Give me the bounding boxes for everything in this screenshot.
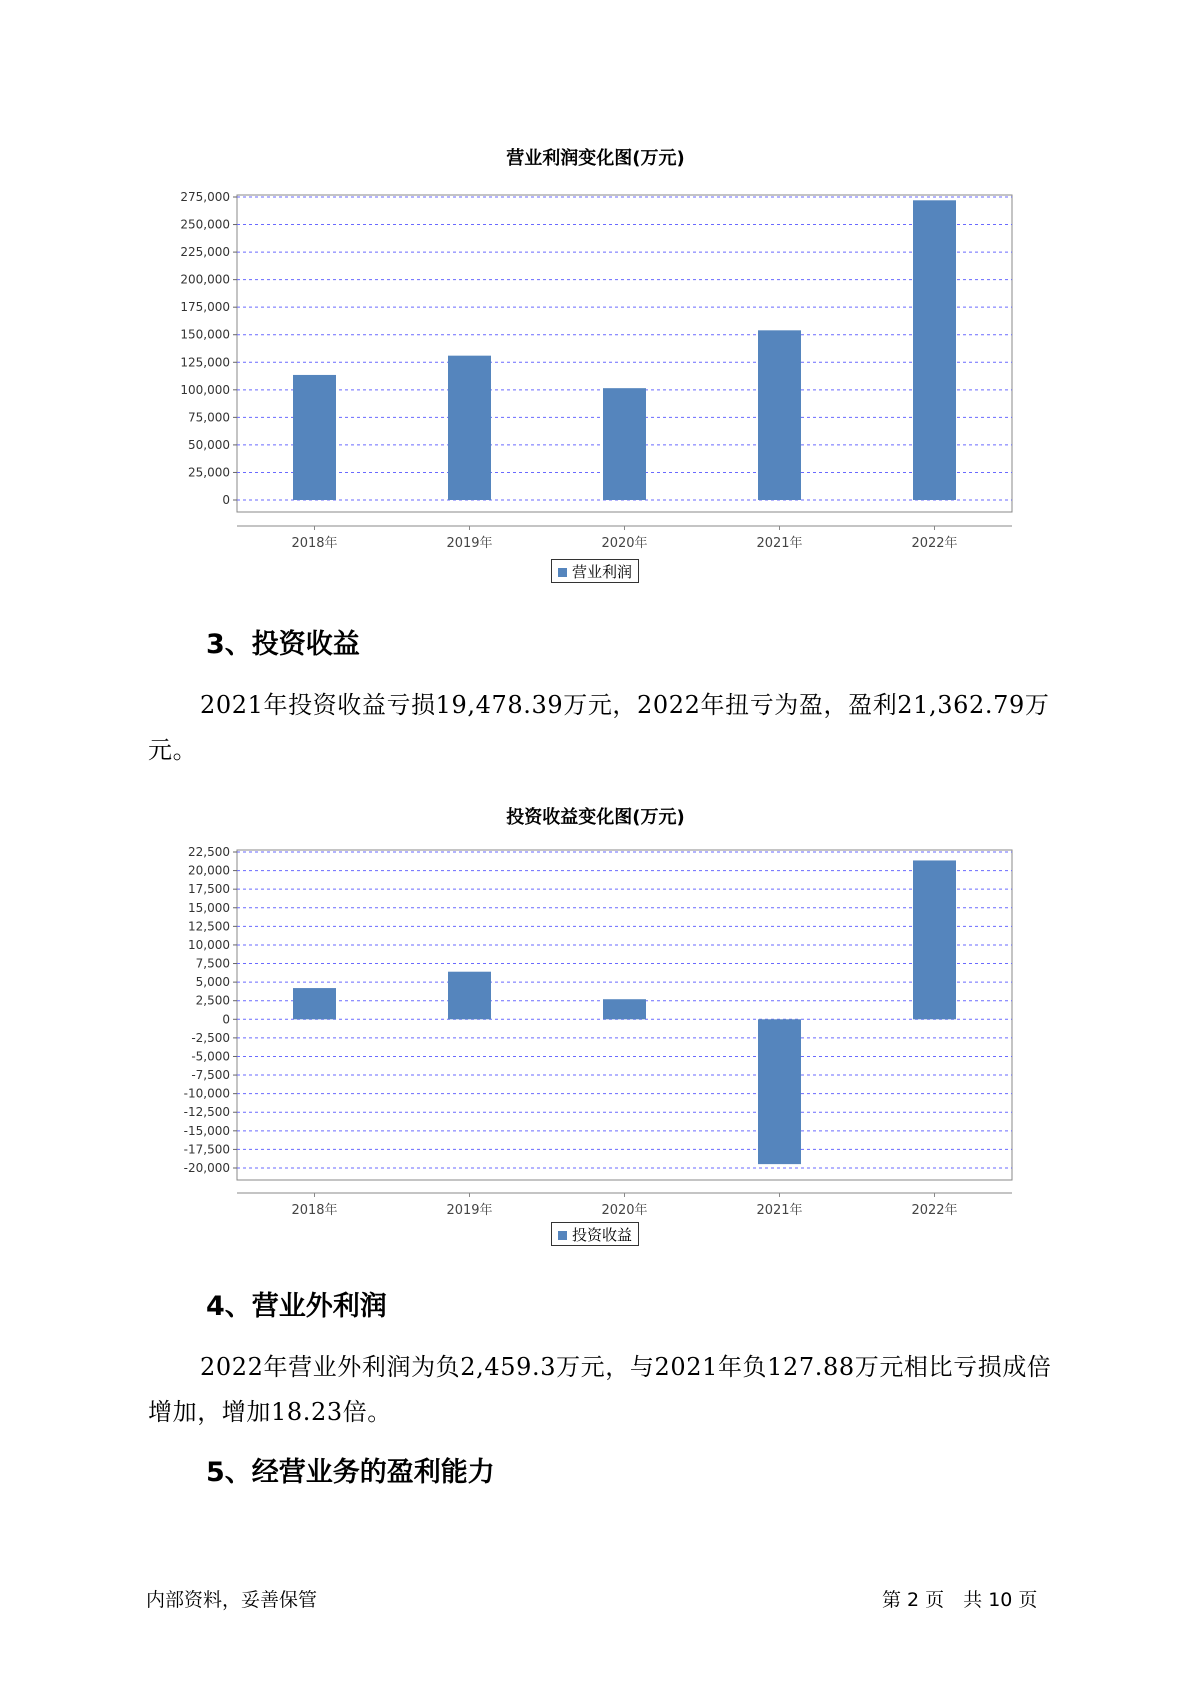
x-tick-label: 2019年: [446, 1203, 493, 1218]
section-heading-investment-income: 3、投资收益: [206, 629, 360, 660]
legend-swatch: [558, 568, 567, 577]
y-tick-label: 0: [222, 493, 230, 507]
bar-2022年: [913, 200, 956, 500]
y-tick-label: 5,000: [195, 975, 230, 990]
y-tick-label: 100,000: [180, 382, 230, 397]
y-tick-label: 20,000: [188, 863, 230, 878]
y-tick-label: -12,500: [183, 1105, 230, 1120]
bar-2018年: [293, 375, 336, 500]
y-tick-label: 225,000: [180, 245, 230, 260]
x-tick-label: 2022年: [911, 1203, 958, 1218]
x-tick-label: 2022年: [911, 536, 958, 551]
investment-income-chart: [0, 830, 1191, 1218]
bar-2019年: [448, 356, 491, 500]
y-tick-label: -10,000: [183, 1086, 230, 1101]
y-tick-label: -5,000: [191, 1049, 230, 1064]
legend-label: 营业利润: [572, 563, 633, 581]
x-tick-label: 2020年: [601, 1203, 648, 1218]
operating-profit-chart: [0, 170, 1191, 551]
y-tick-label: 2,500: [195, 993, 230, 1008]
y-tick-label: 0: [222, 1012, 230, 1027]
y-tick-label: 175,000: [180, 300, 230, 315]
legend-operating-profit: [551, 559, 639, 583]
y-tick-label: 25,000: [188, 465, 230, 480]
bar-2020年: [603, 388, 646, 500]
y-tick-label: 200,000: [180, 272, 230, 287]
y-tick-label: 22,500: [188, 845, 230, 859]
y-tick-label: -17,500: [183, 1142, 230, 1157]
x-tick-label: 2021年: [756, 1203, 803, 1218]
footer-confidential: 内部资料，妥善保管: [146, 1589, 318, 1611]
x-tick-label: 2021年: [756, 536, 803, 551]
bar-2020年: [603, 999, 646, 1019]
y-tick-label: 15,000: [188, 900, 230, 915]
bar-2018年: [293, 988, 336, 1019]
chart-title-investment-income: 投资收益变化图(万元): [506, 807, 685, 828]
bar-2022年: [913, 860, 956, 1019]
paragraph-investment-income: 2021年投资收益亏损19,478.39万元，2022年扭亏为盈，盈利21,362.79万元。: [148, 691, 1050, 764]
section-heading-non-operating-profit: 4、营业外利润: [206, 1291, 387, 1322]
y-tick-label: -15,000: [183, 1123, 230, 1138]
y-tick-label: 7,500: [195, 956, 230, 971]
y-tick-label: 125,000: [180, 355, 230, 370]
x-tick-label: 2019年: [446, 536, 493, 551]
paragraph-non-operating-profit: 2022年营业外利润为负2,459.3万元，与2021年负127.88万元相比亏损成倍增加，增加18.23倍。: [148, 1353, 1052, 1426]
footer-page-number: 第 2 页 共 10 页: [882, 1589, 1038, 1611]
y-tick-label: 250,000: [180, 217, 230, 232]
chart-title-operating-profit: 营业利润变化图(万元): [506, 148, 685, 169]
bar-2021年: [758, 330, 801, 500]
section-heading-profitability: 5、经营业务的盈利能力: [206, 1457, 495, 1488]
bar-2021年: [758, 1019, 801, 1164]
y-tick-label: 12,500: [188, 919, 230, 934]
y-tick-label: 75,000: [188, 410, 230, 425]
legend-investment-income: [551, 1222, 639, 1246]
bar-2019年: [448, 972, 491, 1020]
y-tick-label: 50,000: [188, 437, 230, 452]
y-tick-label: 275,000: [180, 190, 230, 204]
y-tick-label: 17,500: [188, 882, 230, 897]
x-tick-label: 2018年: [291, 1203, 338, 1218]
legend-label: 投资收益: [572, 1226, 633, 1244]
x-tick-label: 2020年: [601, 536, 648, 551]
y-tick-label: 150,000: [180, 327, 230, 342]
y-tick-label: -20,000: [183, 1161, 230, 1175]
y-tick-label: -2,500: [191, 1030, 230, 1045]
x-tick-label: 2018年: [291, 536, 338, 551]
y-tick-label: 10,000: [188, 937, 230, 952]
y-tick-label: -7,500: [191, 1068, 230, 1083]
legend-swatch: [558, 1231, 567, 1240]
